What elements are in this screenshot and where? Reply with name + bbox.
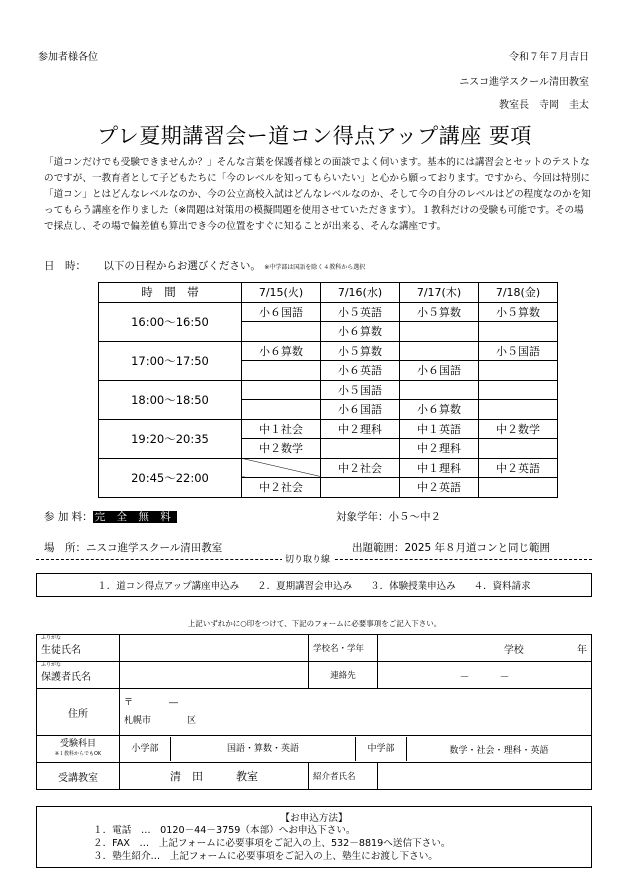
school-name: ニスコ進学スクール清田教室 (459, 77, 589, 88)
postal-code: 〒 ― (124, 698, 179, 708)
schedule-cell[interactable]: 中２社会 (242, 478, 321, 498)
schedule-cell[interactable]: 中１社会 (242, 419, 321, 439)
schedule-cell (479, 361, 558, 381)
schedule-cell (479, 439, 558, 459)
fee-label: 参 加 料： (44, 511, 93, 523)
grade-line (336, 509, 441, 524)
addressee: 参加者様各位 (38, 52, 98, 63)
schedule-instruction: 以下の日程からお選びください。 (103, 260, 261, 272)
contact-label: 連絡先 (309, 662, 378, 689)
apply-phone: １．電話 … 0120－44－3759（本部）へお申込下さい。 (93, 825, 356, 836)
year-suffix: 年 (577, 644, 587, 656)
subjects-note: ※１教科からでもOK (54, 751, 102, 757)
schedule-header-day: 7/17(木) (400, 283, 479, 303)
schedule-cell[interactable]: 小５算数 (479, 302, 558, 322)
menu-item-doucon[interactable]: １．道コン得点アップ講座申込み (97, 581, 240, 592)
schedule-cell[interactable]: 中２理科 (321, 419, 400, 439)
application-type-menu (36, 573, 592, 597)
application-form (36, 634, 592, 790)
schedule-cell[interactable]: 中２社会 (321, 458, 400, 478)
schedule-cell[interactable]: 小６国語 (400, 361, 479, 381)
schedule-cell[interactable]: 中１英語 (400, 419, 479, 439)
cut-line-label: 切り取り線 (282, 552, 333, 565)
contact-field[interactable]: － － (378, 662, 592, 689)
schedule-cell[interactable]: 小６算数 (321, 322, 400, 342)
city-ward: 札幌市 区 (124, 716, 197, 726)
school-grade-label: 学校名・学年 (309, 635, 378, 662)
schedule-cell[interactable]: 中２数学 (479, 419, 558, 439)
elementary-subjects[interactable]: 国語・算数・英語 (171, 737, 356, 761)
menu-item-summer[interactable]: ２．夏期講習会申込み (257, 581, 353, 592)
subjects-text: 受験科目 (59, 739, 96, 749)
student-name-text: 生徒氏名 (41, 644, 81, 656)
grade-value: 小５～中２ (388, 511, 441, 523)
schedule-cell[interactable]: 小６国語 (321, 400, 400, 420)
schedule-cell (242, 361, 321, 381)
schedule-table (98, 282, 558, 498)
schedule-time-slot: 17:00～17:50 (99, 341, 242, 380)
referrer-field[interactable] (378, 763, 592, 790)
apply-title: 【お申込方法】 (280, 813, 348, 824)
schedule-cell[interactable]: 小６国語 (242, 302, 321, 322)
schedule-heading (44, 258, 365, 273)
schedule-cell (242, 380, 321, 400)
schedule-header-day: 7/15(火) (242, 283, 321, 303)
schedule-cell[interactable]: 小６算数 (400, 400, 479, 420)
junior-subjects[interactable]: 数学・社会・理科・英語 (449, 745, 549, 756)
schedule-cell[interactable]: 小５国語 (321, 380, 400, 400)
schedule-cell[interactable]: 中２英語 (479, 458, 558, 478)
subjects-label (37, 736, 120, 763)
schedule-cell (479, 380, 558, 400)
schedule-cell[interactable]: 小５算数 (400, 302, 479, 322)
issue-date: 令和７年７月吉日 (509, 52, 589, 63)
place-label: 場 所： (44, 542, 86, 554)
junior-label: 中学部 (356, 737, 407, 761)
schedule-cell[interactable]: 中２数学 (242, 439, 321, 459)
schedule-time-slot: 16:00～16:50 (99, 302, 242, 341)
schedule-header-time: 時 間 帯 (99, 283, 242, 303)
schedule-time-slot: 18:00～18:50 (99, 380, 242, 419)
menu-item-brochure[interactable]: ４．資料請求 (473, 581, 531, 592)
schedule-cell-crossed (242, 458, 321, 478)
schedule-cell[interactable]: 小５国語 (479, 341, 558, 361)
subjects-field (120, 736, 592, 763)
referrer-label: 紹介者氏名 (309, 763, 378, 790)
schedule-cell[interactable]: 中２英語 (400, 478, 479, 498)
schedule-cell[interactable]: 中２理科 (400, 439, 479, 459)
schedule-cell (479, 322, 558, 342)
apply-fax: ２．FAX … 上記フォームに必要事項をご記入の上、532－8819へ送信下さい。 (93, 838, 451, 849)
page-title: プレ夏期講習会ー道コン得点アップ講座 要項 (97, 124, 532, 148)
schedule-cell (321, 439, 400, 459)
student-name-ruby: ふりがな (41, 634, 62, 641)
application-methods (36, 806, 592, 868)
schedule-cell (479, 478, 558, 498)
schedule-cell (400, 380, 479, 400)
place-value: ニスコ進学スクール清田教室 (86, 542, 223, 554)
guardian-name-ruby: ふりがな (41, 661, 62, 668)
address-field[interactable] (120, 689, 592, 736)
scope-value: 2025 年８月道コンと同じ範囲 (404, 542, 551, 554)
schedule-cell (242, 400, 321, 420)
school-suffix: 学校 (503, 644, 524, 656)
schedule-label: 日 時： (44, 260, 86, 272)
menu-item-trial[interactable]: ３．体験授業申込み (370, 581, 456, 592)
schedule-cell[interactable]: 小５算数 (321, 341, 400, 361)
guardian-name-label (37, 662, 120, 689)
schedule-cell (400, 322, 479, 342)
scope-label: 出題範囲： (352, 542, 405, 554)
schedule-time-slot: 20:45～22:00 (99, 458, 242, 497)
elementary-label: 小学部 (120, 737, 171, 761)
schedule-header-day: 7/16(水) (321, 283, 400, 303)
schedule-header-day: 7/18(金) (479, 283, 558, 303)
student-name-field[interactable] (120, 635, 309, 662)
grade-label: 対象学年： (336, 511, 389, 523)
principal-name: 教室長 寺岡 圭太 (499, 100, 589, 111)
classroom-label: 受講教室 (37, 763, 120, 790)
schedule-cell[interactable]: 小６算数 (242, 341, 321, 361)
fee-line (44, 509, 177, 524)
schedule-note: ※中学部は国語を除く４教科から選択 (264, 264, 366, 271)
form-instruction: 上記いずれかに○印をつけて、下記のフォームに必要事項をご記入下さい。 (187, 619, 442, 628)
schedule-cell[interactable]: 小５英語 (321, 302, 400, 322)
schedule-cell (479, 400, 558, 420)
address-label: 住所 (37, 689, 120, 736)
guardian-name-text: 保護者氏名 (41, 671, 91, 683)
scope-line (352, 540, 550, 555)
schedule-cell (321, 478, 400, 498)
schedule-cell[interactable]: 中１理科 (400, 458, 479, 478)
place-line (44, 540, 222, 555)
schedule-cell (242, 322, 321, 342)
fee-value: 完 全 無 料 (94, 511, 175, 523)
schedule-cell[interactable]: 小６英語 (321, 361, 400, 381)
apply-referral: ３．塾生紹介… 上記フォームに必要事項をご記入の上、塾生にお渡し下さい。 (93, 851, 438, 862)
student-name-label (37, 635, 120, 662)
schedule-time-slot: 19:20～20:35 (99, 419, 242, 458)
school-grade-field[interactable] (378, 635, 592, 662)
classroom-field[interactable]: 清 田 教室 (120, 763, 309, 790)
guardian-name-field[interactable] (120, 662, 309, 689)
intro-paragraph: 「道コンだけでも受験できませんか？」そんな言葉を保護者様との面談でよく伺います。基本的には講習会とセットのテストなのですが、一教育者として子どもたちに「今のレベルを知ってもらいたい」と心から願っております。ですから、今回は特別に「道コン」とはどんなレベルなのか、今の公立高校入試はどんなレベルなのか、そして今の自分のレベルはどの程度なのかを知ってもらう講座を作りました（※問題は対策用の模擬問題を使用させていただきます）。１教科だけの受験も可能です。その場で採点し、その場で偏差値も算出でき今の位置をすぐに知ることが出来る、そんな講座です。 (44, 157, 591, 232)
schedule-cell (400, 341, 479, 361)
